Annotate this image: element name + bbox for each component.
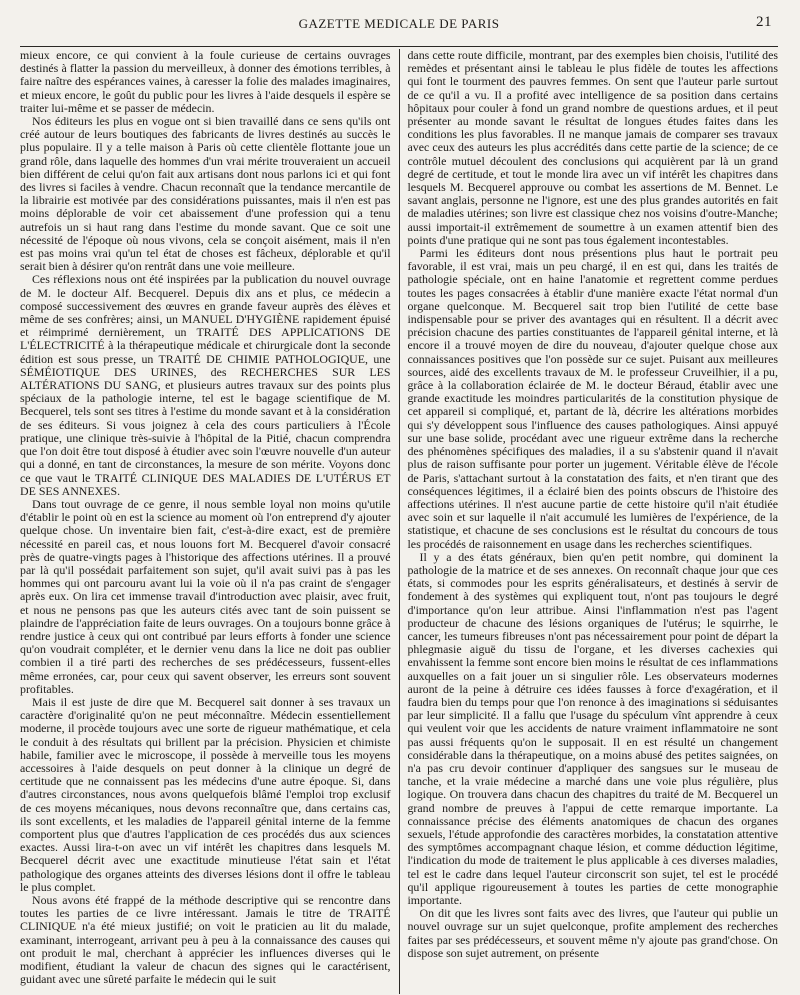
paragraph: Mais il est juste de dire que M. Becquerel sait donner à ses travaux un caractère d'originalité qu'on ne peut méconnaître. Médecin essentiellement moderne, il procède toujours avec une sorte de rigueur mathématique, et cela le conduit à des résultats qui brillent par la précision. Physicien et chimiste habile, familier avec le microscope, il possède à merveille tous les moyens accessoires à l'aide desquels on peut donner à la clinique un degré de certitude que ne connaissent pas les médecins d'une autre époque. Si, dans d'autres circonstances, nous avons quelquefois blâmé l'emploi trop exclusif de ces moyens mécaniques, nous devons reconnaître que, dans certains cas, ils sont excellents, et les maladies de l'appareil génital interne de la femme comportent plus que d'autres l'application de ces procédés dus aux sciences exactes. Aussi lira-t-on avec un vif intérêt les chapitres dans lesquels M. Becquerel décrit avec une exactitude minutieuse l'état sain et l'état pathologique des organes atteints des diverses lésions dont il offre le tableau le plus complet.: [20, 694, 391, 894]
paragraph: mieux encore, ce qui convient à la foule curieuse de certains ouvrages destinés à flatter la passion du merveilleux, à donner des émotions terribles, à faire naître des espérances vaines, à caresser la folie des malades imaginaires, et mieux encore, le goût du public pour les livres à l'aide desquels il espère se traiter lui-même et se passer de médecin.: [20, 49, 391, 115]
right-column: [401, 49, 778, 994]
journal-title: GAZETTE MEDICALE DE PARIS: [298, 16, 500, 31]
paragraph: dans cette route difficile, montrant, par des exemples bien choisis, l'utilité des remèdes et présentant ainsi le tableau le plus fidèle de toutes les affections qui font le tourment des pauvres femmes. On sent que l'auteur parle surtout de ce qu'il a vu. Il a profité avec intelligence de sa position dans certains hôpitaux pour couler à fond un grand nombre de questions ardues, et il peut présenter au monde savant le résultat de longues études faites dans les conditions les plus favorables. Il ne manque jamais de comparer ses travaux avec ceux des auteurs les plus accrédités dans cette partie de la science; de ce contrôle mutuel découlent des conclusions qui acquièrent par là un grand degré de certitude, et tout le monde lira avec un vif intérêt les chapitres dans lesquels M. Becquerel approuve ou combat les assertions de M. Bennet. Le savant anglais, personne ne l'ignore, est une des plus grandes autorités en fait de maladies utérines; son livre est classique chez nos voisins d'outre-Manche; aussi importait-il extrêmement de soumettre à un examen attentif bien des points d'une pratique qui ne sont pas tous également incontestables.: [407, 49, 778, 247]
paragraph: On dit que les livres sont faits avec des livres, que l'auteur qui publie un nouvel ouvrage sur un sujet quelconque, profite amplement des recherches faites par ses prédécesseurs, et souvent même n'y ajoute pas grand'chose. On dispose son sujet autrement, on présente: [407, 906, 778, 960]
paragraph: Il y a des états généraux, bien qu'en petit nombre, qui dominent la pathologie de la matrice et de ses annexes. On reconnaît chaque jour que ces états, si commodes pour les esprits généralisateurs, et destinés à servir de fondement à des systèmes qui expliquent tout, n'ont pas toujours le degré d'importance qu'on leur attribue. Ainsi l'inflammation n'est pas l'agent producteur de chacune des lésions organiques de l'utérus; le squirrhe, le cancer, les tumeurs fibreuses n'ont pas nécessairement pour point de départ la phlegmasie aiguë du tissu de l'organe, et les diverses cachexies qui envahissent la femme sont encore bien moins le résultat de ces inflammations auxquelles on a fait jouer un si singulier rôle. Les observateurs modernes auront de la peine à détruire ces idées fausses à force d'exagération, et il faudra bien du temps pour que l'on renonce à des imaginations si séduisantes par leur simplicité. Il a fallu que l'usage du spéculum vînt apprendre à ceux qui veulent voir que les accidents de nature vraiment inflammatoire ne sont pas aussi fréquents qu'on le supposait. Il en est résulté un changement considérable dans la thérapeutique, on a moins abusé des petites saignées, on n'a pas cru devoir continuer d'appliquer des sangsues sur le museau de tanche, et la vraie médecine a marché dans une voie plus régulière, plus logique. On trouvera dans chacun des chapitres du traité de M. Becquerel un grand nombre de preuves à l'appui de cette remarque importante. La connaissance précise des éléments anatomiques de chacun des organes sexuels, l'étude approfondie des caractères morbides, la constatation attentive des symptômes accompagnant chaque lésion, et comme déduction légitime, l'indication du mode de traitement le plus applicable à ces diverses maladies, tel est le cadre dans lequel l'auteur circonscrit son sujet, tel est le procédé qu'il applique rigoureusement à toutes les parties de cette monographie importante.: [407, 549, 778, 907]
paragraph: Dans tout ouvrage de ce genre, il nous semble loyal non moins qu'utile d'établir le point où en est la science au moment où l'on entreprend d'y ajouter quelque chose. Un inventaire bien fait, c'est-à-dire exact, est de première nécessité en pareil cas, et nous louons fort M. Becquerel d'avoir consacré près de quatre-vingts pages à l'historique des affections utérines. Il a prouvé par là qu'il possédait parfaitement son sujet, qu'il avait suivi pas à pas les hommes qui ont parcouru avant lui la voie où il n'a pas craint de s'engager après eux. On lira cet immense travail d'introduction avec plaisir, avec fruit, et nous ne pensons pas que les auteurs cités avec tant de soin puissent se plaindre de l'appréciation faite de leurs ouvrages. On a toujours bonne grâce à rendre justice à ceux qui ont contribué par leurs efforts à fonder une science qu'on voudrait compléter, et le dernier venu dans la lice ne doit pas oublier combien il a tiré parti des recherches de ses prédécesseurs, fussent-elles même erronées, car, pour ceux qui savent observer, les erreurs sont souvent profitables.: [20, 496, 391, 696]
paragraph: Ces réflexions nous ont été inspirées par la publication du nouvel ouvrage de M. le docteur Alf. Becquerel. Depuis dix ans et plus, ce médecin a composé successivement des œuvres en grande faveur auprès des élèves et même de ses confrères; ainsi, un MANUEL D'HYGIÈNE rapidement épuisé et réimprimé dernièrement, un TRAITÉ DES APPLICATIONS DE L'ÉLECTRICITÉ à la thérapeutique médicale et chirurgicale dont la seconde édition est sous presse, un TRAITÉ DE CHIMIE PATHOLOGIQUE, une SÉMÉIOTIQUE DES URINES, des RECHERCHES SUR LES ALTÉRATIONS DU SANG, et plusieurs autres travaux sur des points plus spéciaux de la pathologie interne, tel est le bagage scientifique de M. Becquerel, tels sont ses titres à l'estime du monde savant et à la considération de ses éditeurs. Si vous joignez à cela des cours particuliers à l'École pratique, une clinique très-suivie à l'hôpital de la Pitié, chacun comprendra que l'on doit être tout disposé à étudier avec soin l'œuvre nouvelle d'un auteur qui a donné, en tant de circonstances, la mesure de son mérite. Voyons donc ce que vaut le TRAITÉ CLINIQUE DES MALADIES DE L'UTÉRUS ET DE SES ANNEXES.: [20, 272, 391, 498]
paragraph: Nous avons été frappé de la méthode descriptive qui se rencontre dans toutes les parties de ce livre intéressant. Jamais le titre de TRAITÉ CLINIQUE n'a été mieux justifié; on voit le praticien au lit du malade, examinant, interrogeant, arrivant peu à peu à la connaissance des causes qui ont produit le mal, cherchant à apprécier les influences diverses qui le modifient, étudiant la valeur de chacun des signes qui le caractérisent, guidant avec une sûreté parfaite le médecin qui le suit: [20, 893, 391, 987]
page-number: 21: [756, 14, 772, 30]
page-header: [20, 10, 778, 38]
column-divider: [399, 49, 400, 994]
article-body: [20, 49, 778, 994]
paragraph: Nos éditeurs les plus en vogue ont si bien travaillé dans ce sens qu'ils ont créé autour de leurs boutiques des fabricants de livres destinés au succès le plus populaire. Il y a telle maison à Paris où cette clientèle flottante joue un grand rôle, dans laquelle des hommes d'un vrai mérite trouveraient un accueil bien différent de celui qu'on fait aux artisans dont nous parlons ici et qui font des livres si faciles à vendre. Chacun reconnaît que la tendance mercantile de la librairie est motivée par des considérations puissantes, mais il n'en est pas moins déplorable de voir cet abaissement d'une profession qui a tenu autrefois un si haut rang dans l'estime du monde savant. Que ce soit une nécessité de l'époque où nous vivons, cela se conçoit aisément, mais il n'en est pas moins vrai qu'un tel état de choses est fâcheux, déplorable et qu'il serait bien à désirer qu'on rentrât dans une voie meilleure.: [20, 114, 391, 274]
left-column: [20, 49, 397, 994]
paragraph: Parmi les éditeurs dont nous présentions plus haut le portrait peu favorable, il est vrai, mais un peu chargé, il en est qui, dans les traités de pathologie spéciale, ont en haine l'anatomie et regrettent comme perdues toutes les pages consacrées à établir d'une manière exacte l'état normal d'un organe quelconque. M. Becquerel sait trop bien l'utilité de cette base indispensable pour se priver des avantages qui en résultent. Il a décrit avec précision chacune des parties constituantes de l'appareil génital interne, et là encore il a trouvé moyen de dire du nouveau, d'ajouter quelque chose aux connaissances positives que l'on possède sur ce sujet. Puisant aux meilleures sources, aidé des excellents travaux de M. le professeur Cruveilhier, il a pu, grâce à la collaboration éclairée de M. le docteur Béraud, établir avec une grande exactitude les moindres particularités de la constitution physique de cet appareil si compliqué, et, partant de là, décrire les altérations morbides qui s'y développent sous l'influence des causes pathologiques. Ainsi appuyé sur une base solide, procédant avec une rigueur extrême dans la recherche des phénomènes spécifiques des maladies, il a su s'abstenir quand il n'avait plus de raison suffisante pour porter un jugement. Véritable élève de l'école de Paris, s'attachant surtout à la constatation des faits, et n'en tirant que des conséquences légitimes, il a éclairé bien des points obscurs de l'histoire des affections utérines. Il n'est aucune partie de cette histoire qu'il n'ait étudiée avec soin et sur laquelle il n'ait accumulé les lumières de l'expérience, de la statistique, et chacune de ses conclusions est le résultat du concours de tous les procédés de raisonnement en usage dans les recherches scientifiques.: [407, 246, 778, 551]
header-rule: [20, 46, 778, 47]
